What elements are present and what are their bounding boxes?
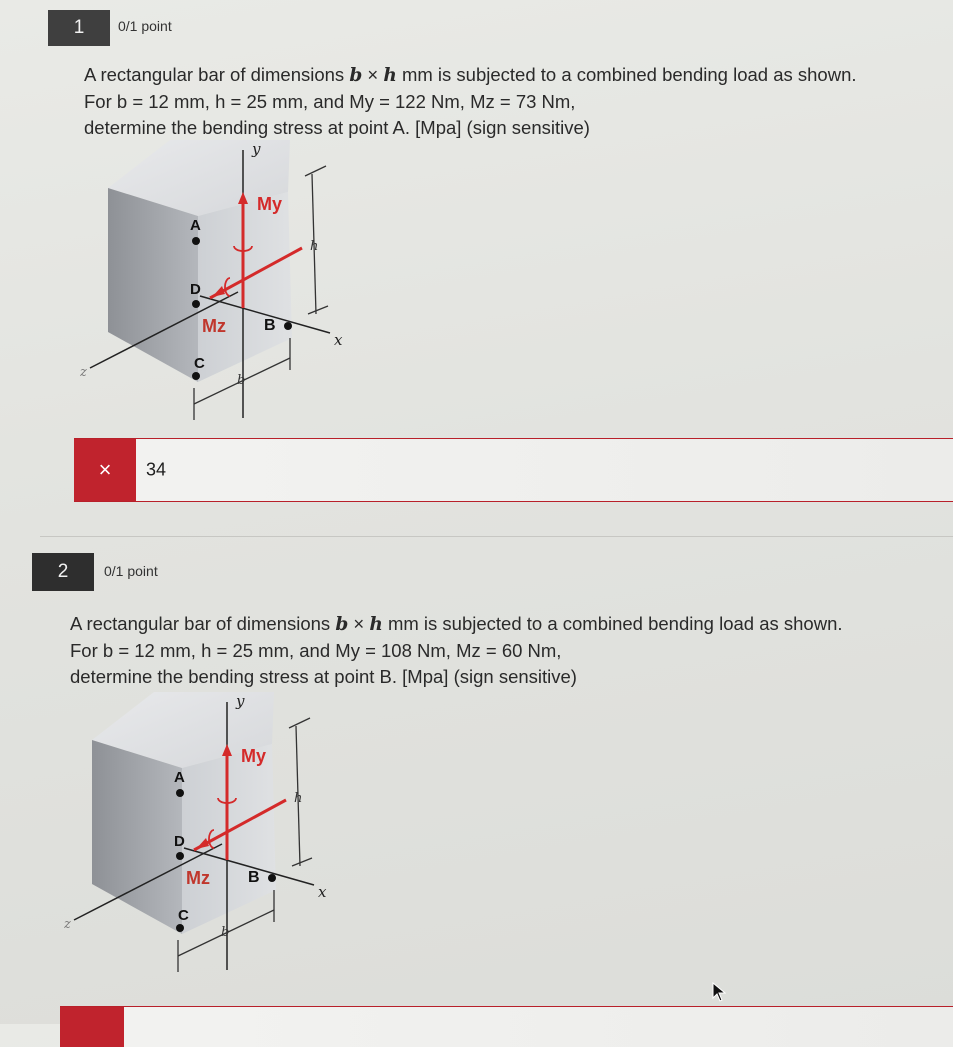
b-dimension-label: b <box>237 373 246 388</box>
point-b-dot <box>284 322 292 330</box>
h-dimension-label: h <box>294 791 303 806</box>
h-dimension-tick-bottom <box>292 858 312 866</box>
point-a-label: A <box>174 769 185 786</box>
x-axis-label: x <box>334 331 343 349</box>
point-c-dot <box>192 372 200 380</box>
bending-bar-svg <box>64 690 354 980</box>
point-d-label: D <box>190 281 201 298</box>
y-axis-label: y <box>252 140 261 158</box>
point-b-label: B <box>264 317 276 334</box>
question-line-2: For b = 12 mm, h = 25 mm, and My = 122 Nm, Mz = 73 Nm, <box>84 91 576 112</box>
question-line-1: A rectangular bar of dimensions b × h mm is subjected to a combined bending load as shown. <box>70 613 843 635</box>
mz-label: Mz <box>202 316 226 336</box>
question-line-2: For b = 12 mm, h = 25 mm, and My = 108 Nm, Mz = 60 Nm, <box>70 640 562 661</box>
h-dimension-tick-top <box>289 718 310 728</box>
point-c-label: C <box>178 907 189 924</box>
z-axis-label: z <box>64 917 71 932</box>
answer-value[interactable]: 34 <box>146 459 167 480</box>
b-dimension-label: b <box>221 925 230 940</box>
h-dimension-label: h <box>310 239 319 254</box>
question-number-badge: 1 <box>48 10 110 46</box>
point-c-dot <box>176 924 184 932</box>
question-text <box>84 62 857 141</box>
h-dimension-tick-bottom <box>308 306 328 314</box>
point-a-label: A <box>190 217 201 234</box>
my-label: My <box>241 746 267 766</box>
answer-field[interactable] <box>74 438 953 502</box>
h-dimension-tick-top <box>305 166 326 176</box>
bending-bar-diagram <box>64 690 354 980</box>
bending-bar-svg <box>80 138 370 428</box>
bending-bar-diagram <box>80 138 370 428</box>
answer-field[interactable] <box>60 1006 953 1047</box>
mouse-cursor-icon <box>712 982 726 1007</box>
point-a-dot <box>176 789 184 797</box>
question-divider <box>40 536 953 537</box>
x-axis-label: x <box>318 883 327 901</box>
question-number-badge: 2 <box>32 553 94 591</box>
question-line-3: determine the bending stress at point A. [Mpa] (sign sensitive) <box>84 117 590 138</box>
point-d-label: D <box>174 833 185 850</box>
point-b-label: B <box>248 869 260 886</box>
close-icon: × <box>98 457 112 482</box>
incorrect-badge <box>60 1007 124 1047</box>
incorrect-badge <box>74 439 136 501</box>
point-d-dot <box>192 300 200 308</box>
mz-label: Mz <box>186 868 210 888</box>
question-text <box>70 611 843 690</box>
question-points: 0/1 point <box>104 563 158 579</box>
bar-side-face <box>182 744 276 934</box>
point-d-dot <box>176 852 184 860</box>
point-b-dot <box>268 874 276 882</box>
bar-front-face <box>108 188 198 382</box>
point-c-label: C <box>194 355 205 372</box>
bar-front-face <box>92 740 182 934</box>
point-a-dot <box>192 237 200 245</box>
bar-side-face <box>198 192 292 382</box>
question-points: 0/1 point <box>118 18 172 34</box>
question-line-3: determine the bending stress at point B. [Mpa] (sign sensitive) <box>70 666 577 687</box>
my-label: My <box>257 194 283 214</box>
z-axis-label: z <box>80 365 87 380</box>
y-axis-label: y <box>236 692 245 710</box>
question-line-1: A rectangular bar of dimensions b × h mm is subjected to a combined bending load as shown. <box>84 64 857 86</box>
